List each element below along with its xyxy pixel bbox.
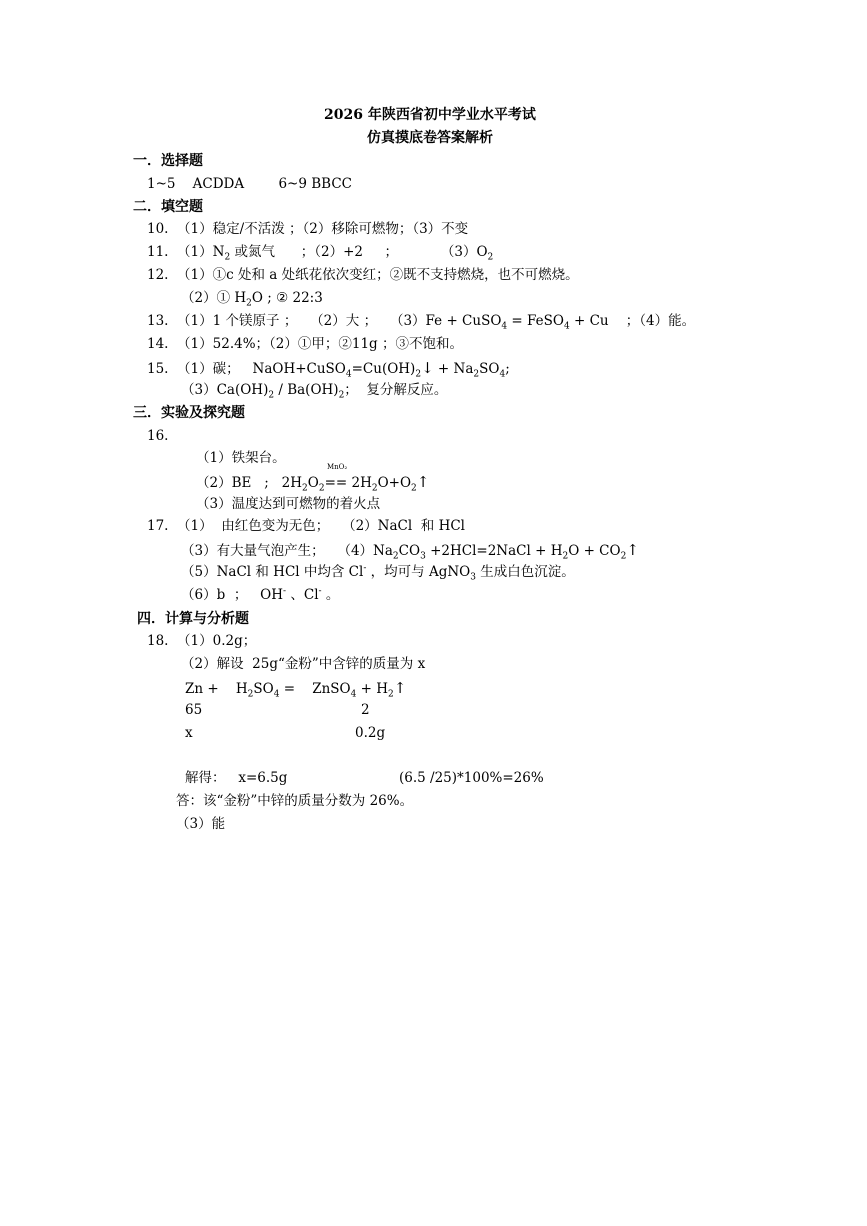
answer-18-equation: Zn + $H_2SO_4$ = ZnSO$_4$ + $H_2↑$ xyxy=(185,679,407,700)
title-line-2: 仿真摸底卷答案解析 xyxy=(367,130,493,146)
precipitate-down-arrow: ↓ xyxy=(421,359,434,377)
section-heading-experiment: 三．实验及探究题 xyxy=(133,405,245,421)
gas-up-arrow: ↑ xyxy=(626,541,639,559)
answer-11: 11. $(1)N_2$ 或氮气 ；（2）+2 ； $(3)O_2$ xyxy=(147,244,494,263)
answer-14: 14. （1）52.4%；（2）①甲；②11g ；③不饱和。 xyxy=(147,336,463,352)
answer-18-ratio-top-left: 65 xyxy=(185,702,203,718)
answer-17-line-1: 17. （1） 由红色变为无色； （2）NaCl 和 HCl xyxy=(147,518,465,534)
answer-12-line-2: （2）① $H_2O$ ; ② 22:3 xyxy=(181,290,323,309)
catalyst-label: MnO₂ xyxy=(327,463,348,471)
answer-18-solution: 解得： x=6.5g xyxy=(185,770,288,786)
answer-16-line-1: （1）铁架台。 xyxy=(196,450,286,466)
answer-10: 10. （1）稳定/不活泼 ；（2）移除可燃物；（3）不变 xyxy=(147,221,469,237)
gas-up-arrow: ↑ xyxy=(393,679,407,697)
answer-17-line-3: （5）NaCl 和 HCl 中均含 Cl- ，均可与 AgNO$_3$ 生成白色沉淀。 xyxy=(181,563,575,583)
answer-17-line-2: （3）有大量气泡产生； $(4)Na_2CO_3$ +2HCl=2NaCl + $H_2O$ + $CO_2↑$ xyxy=(181,541,639,562)
answer-13: 13. （1）1 个镁原子 ； （2）大 ； （3）Fe + CuSO$_4$ = FeSO$_4$ + Cu ；（4）能。 xyxy=(147,313,696,332)
section-heading-calculation: 四．计算与分析题 xyxy=(137,611,249,627)
section-heading-fill: 二．填空题 xyxy=(133,199,203,215)
answer-1-9: 1~5 ACDDA 6~9 BBCC xyxy=(147,176,352,192)
answer-16-line-2: （2）BE ; $2H_2O_2==$ $2H_2O+O_2↑$ xyxy=(196,473,430,494)
answer-18-ratio-bottom-left: x xyxy=(185,725,193,741)
answer-17-line-4: （6）b ； OH- 、Cl- 。 xyxy=(181,586,340,603)
answer-16-line-3: （3）温度达到可燃物的着火点 xyxy=(196,496,381,512)
answer-18-percentage: (6.5 /25)*100%=26% xyxy=(399,770,544,786)
answer-18-line-1: 18. （1）0.2g； xyxy=(147,633,257,649)
answer-18-line-2: （2）解设 25g“金粉”中含锌的质量为 x xyxy=(181,656,426,672)
answer-15-line-2: $(3)Ca(OH)_2 / Ba(OH)_2$； 复分解反应。 xyxy=(181,382,448,401)
section-heading-choice: 一．选择题 xyxy=(133,153,203,169)
answer-12-line-1: 12. （1）①c 处和 a 处纸花依次变红；②既不支持燃烧，也不可燃烧。 xyxy=(147,267,579,283)
answer-18-ratio-top-right: 2 xyxy=(361,702,370,718)
answer-16-number: 16. xyxy=(147,428,169,444)
answer-18-conclusion: 答：该“金粉”中锌的质量分数为 26%。 xyxy=(176,793,414,809)
answer-18-ratio-bottom-right: 0.2g xyxy=(355,725,386,741)
answer-15-line-1: 15. （1）碳； $NaOH+CuSO_4=Cu(OH)_2↓ + Na_2SO_4$; xyxy=(147,359,510,380)
gas-up-arrow: ↑ xyxy=(416,473,430,491)
title-line-1: 2026 年陕西省初中学业水平考试 xyxy=(324,107,536,123)
answer-18-part-3: （3）能 xyxy=(176,816,226,832)
